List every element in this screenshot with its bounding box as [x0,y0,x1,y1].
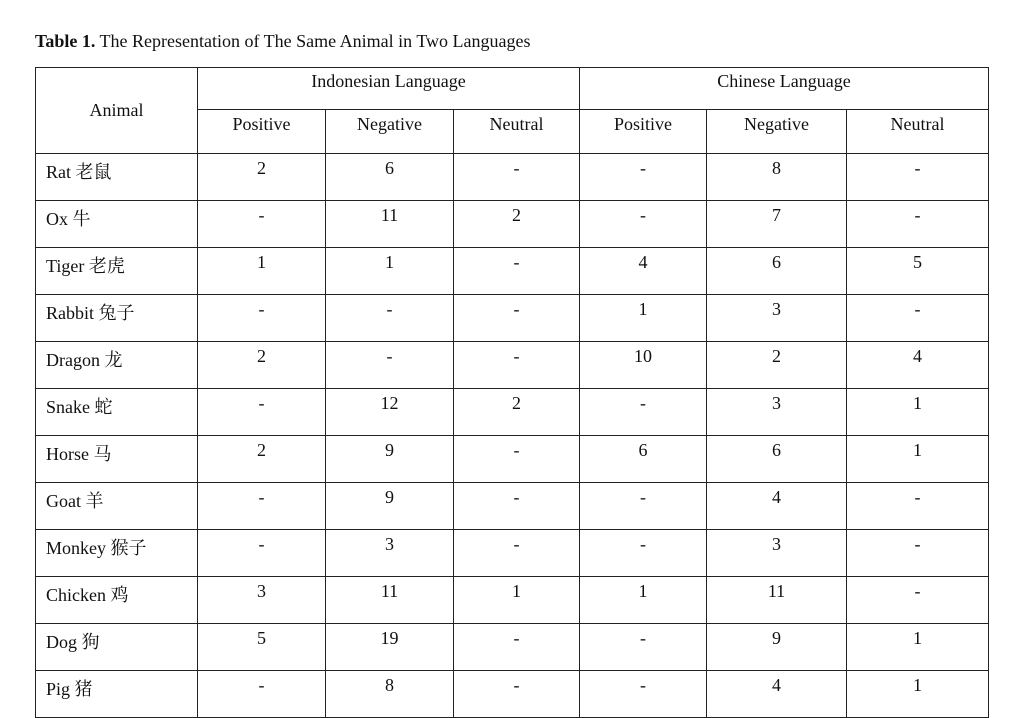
value-cell: 2 [198,342,326,389]
value-cell: 9 [326,436,454,483]
value-cell: 9 [707,624,847,671]
value-cell: - [580,624,707,671]
value-cell: - [454,154,580,201]
value-cell: - [454,624,580,671]
column-header: Positive [580,110,707,154]
value-cell: - [580,483,707,530]
value-cell: 1 [847,671,989,718]
value-cell: 6 [707,436,847,483]
value-cell: - [847,530,989,577]
animal-name-cell: Ox 牛 [36,201,198,248]
column-header: Negative [707,110,847,154]
value-cell: 11 [326,201,454,248]
chinese-group-header: Chinese Language [580,68,989,110]
value-cell: - [198,389,326,436]
value-cell: - [454,248,580,295]
value-cell: 2 [454,201,580,248]
animal-name-cell: Rat 老鼠 [36,154,198,201]
animal-column-header: Animal [36,68,198,154]
table-row [36,436,989,483]
value-cell: - [326,295,454,342]
animal-name-cell: Snake 蛇 [36,389,198,436]
column-header: Negative [326,110,454,154]
table-row [36,342,989,389]
value-cell: 3 [326,530,454,577]
column-header: Neutral [454,110,580,154]
value-cell: 7 [707,201,847,248]
animal-name-cell: Tiger 老虎 [36,248,198,295]
value-cell: - [847,577,989,624]
table-caption-label: Table 1. [35,31,96,51]
value-cell: - [580,671,707,718]
animal-name-cell: Monkey 猴子 [36,530,198,577]
value-cell: - [454,342,580,389]
indonesian-group-header: Indonesian Language [198,68,580,110]
value-cell: 1 [847,389,989,436]
value-cell: 12 [326,389,454,436]
value-cell: 4 [707,483,847,530]
value-cell: 3 [198,577,326,624]
animal-name-cell: Horse 马 [36,436,198,483]
value-cell: 5 [198,624,326,671]
value-cell: 8 [326,671,454,718]
value-cell: 9 [326,483,454,530]
animal-name-cell: Dragon 龙 [36,342,198,389]
value-cell: - [198,530,326,577]
value-cell: 4 [707,671,847,718]
value-cell: 1 [847,624,989,671]
table-row [36,248,989,295]
table-row [36,389,989,436]
table-row [36,154,989,201]
value-cell: 1 [580,577,707,624]
value-cell: - [580,530,707,577]
value-cell: - [454,483,580,530]
column-header: Neutral [847,110,989,154]
value-cell: - [847,201,989,248]
table-caption [35,30,531,52]
value-cell: 10 [580,342,707,389]
animal-name-cell: Chicken 鸡 [36,577,198,624]
value-cell: - [580,201,707,248]
value-cell: 2 [198,154,326,201]
value-cell: 2 [198,436,326,483]
value-cell: 4 [580,248,707,295]
header-row-groups [36,68,989,110]
value-cell: - [580,154,707,201]
table-body [36,154,989,718]
value-cell: - [198,295,326,342]
table-row [36,624,989,671]
value-cell: - [198,483,326,530]
value-cell: - [847,295,989,342]
animal-representation-table [35,67,989,718]
value-cell: - [454,530,580,577]
value-cell: 1 [580,295,707,342]
value-cell: 4 [847,342,989,389]
value-cell: 1 [847,436,989,483]
value-cell: - [580,389,707,436]
value-cell: 11 [707,577,847,624]
value-cell: 5 [847,248,989,295]
value-cell: 1 [326,248,454,295]
value-cell: 2 [454,389,580,436]
table-row [36,530,989,577]
table-row [36,671,989,718]
value-cell: - [454,295,580,342]
table-row [36,201,989,248]
table-row [36,577,989,624]
value-cell: 6 [326,154,454,201]
value-cell: - [198,201,326,248]
value-cell: - [847,154,989,201]
table-caption-text: The Representation of The Same Animal in Two Languages [99,31,531,51]
value-cell: 3 [707,389,847,436]
value-cell: - [326,342,454,389]
value-cell: - [454,671,580,718]
value-cell: - [198,671,326,718]
value-cell: 8 [707,154,847,201]
value-cell: 19 [326,624,454,671]
column-header: Positive [198,110,326,154]
table-row [36,295,989,342]
value-cell: - [847,483,989,530]
value-cell: - [454,436,580,483]
animal-name-cell: Dog 狗 [36,624,198,671]
animal-name-cell: Rabbit 兔子 [36,295,198,342]
table-row [36,483,989,530]
value-cell: 1 [454,577,580,624]
value-cell: 6 [707,248,847,295]
animal-name-cell: Pig 猪 [36,671,198,718]
value-cell: 3 [707,295,847,342]
value-cell: 2 [707,342,847,389]
value-cell: 6 [580,436,707,483]
value-cell: 3 [707,530,847,577]
value-cell: 1 [198,248,326,295]
animal-name-cell: Goat 羊 [36,483,198,530]
value-cell: 11 [326,577,454,624]
